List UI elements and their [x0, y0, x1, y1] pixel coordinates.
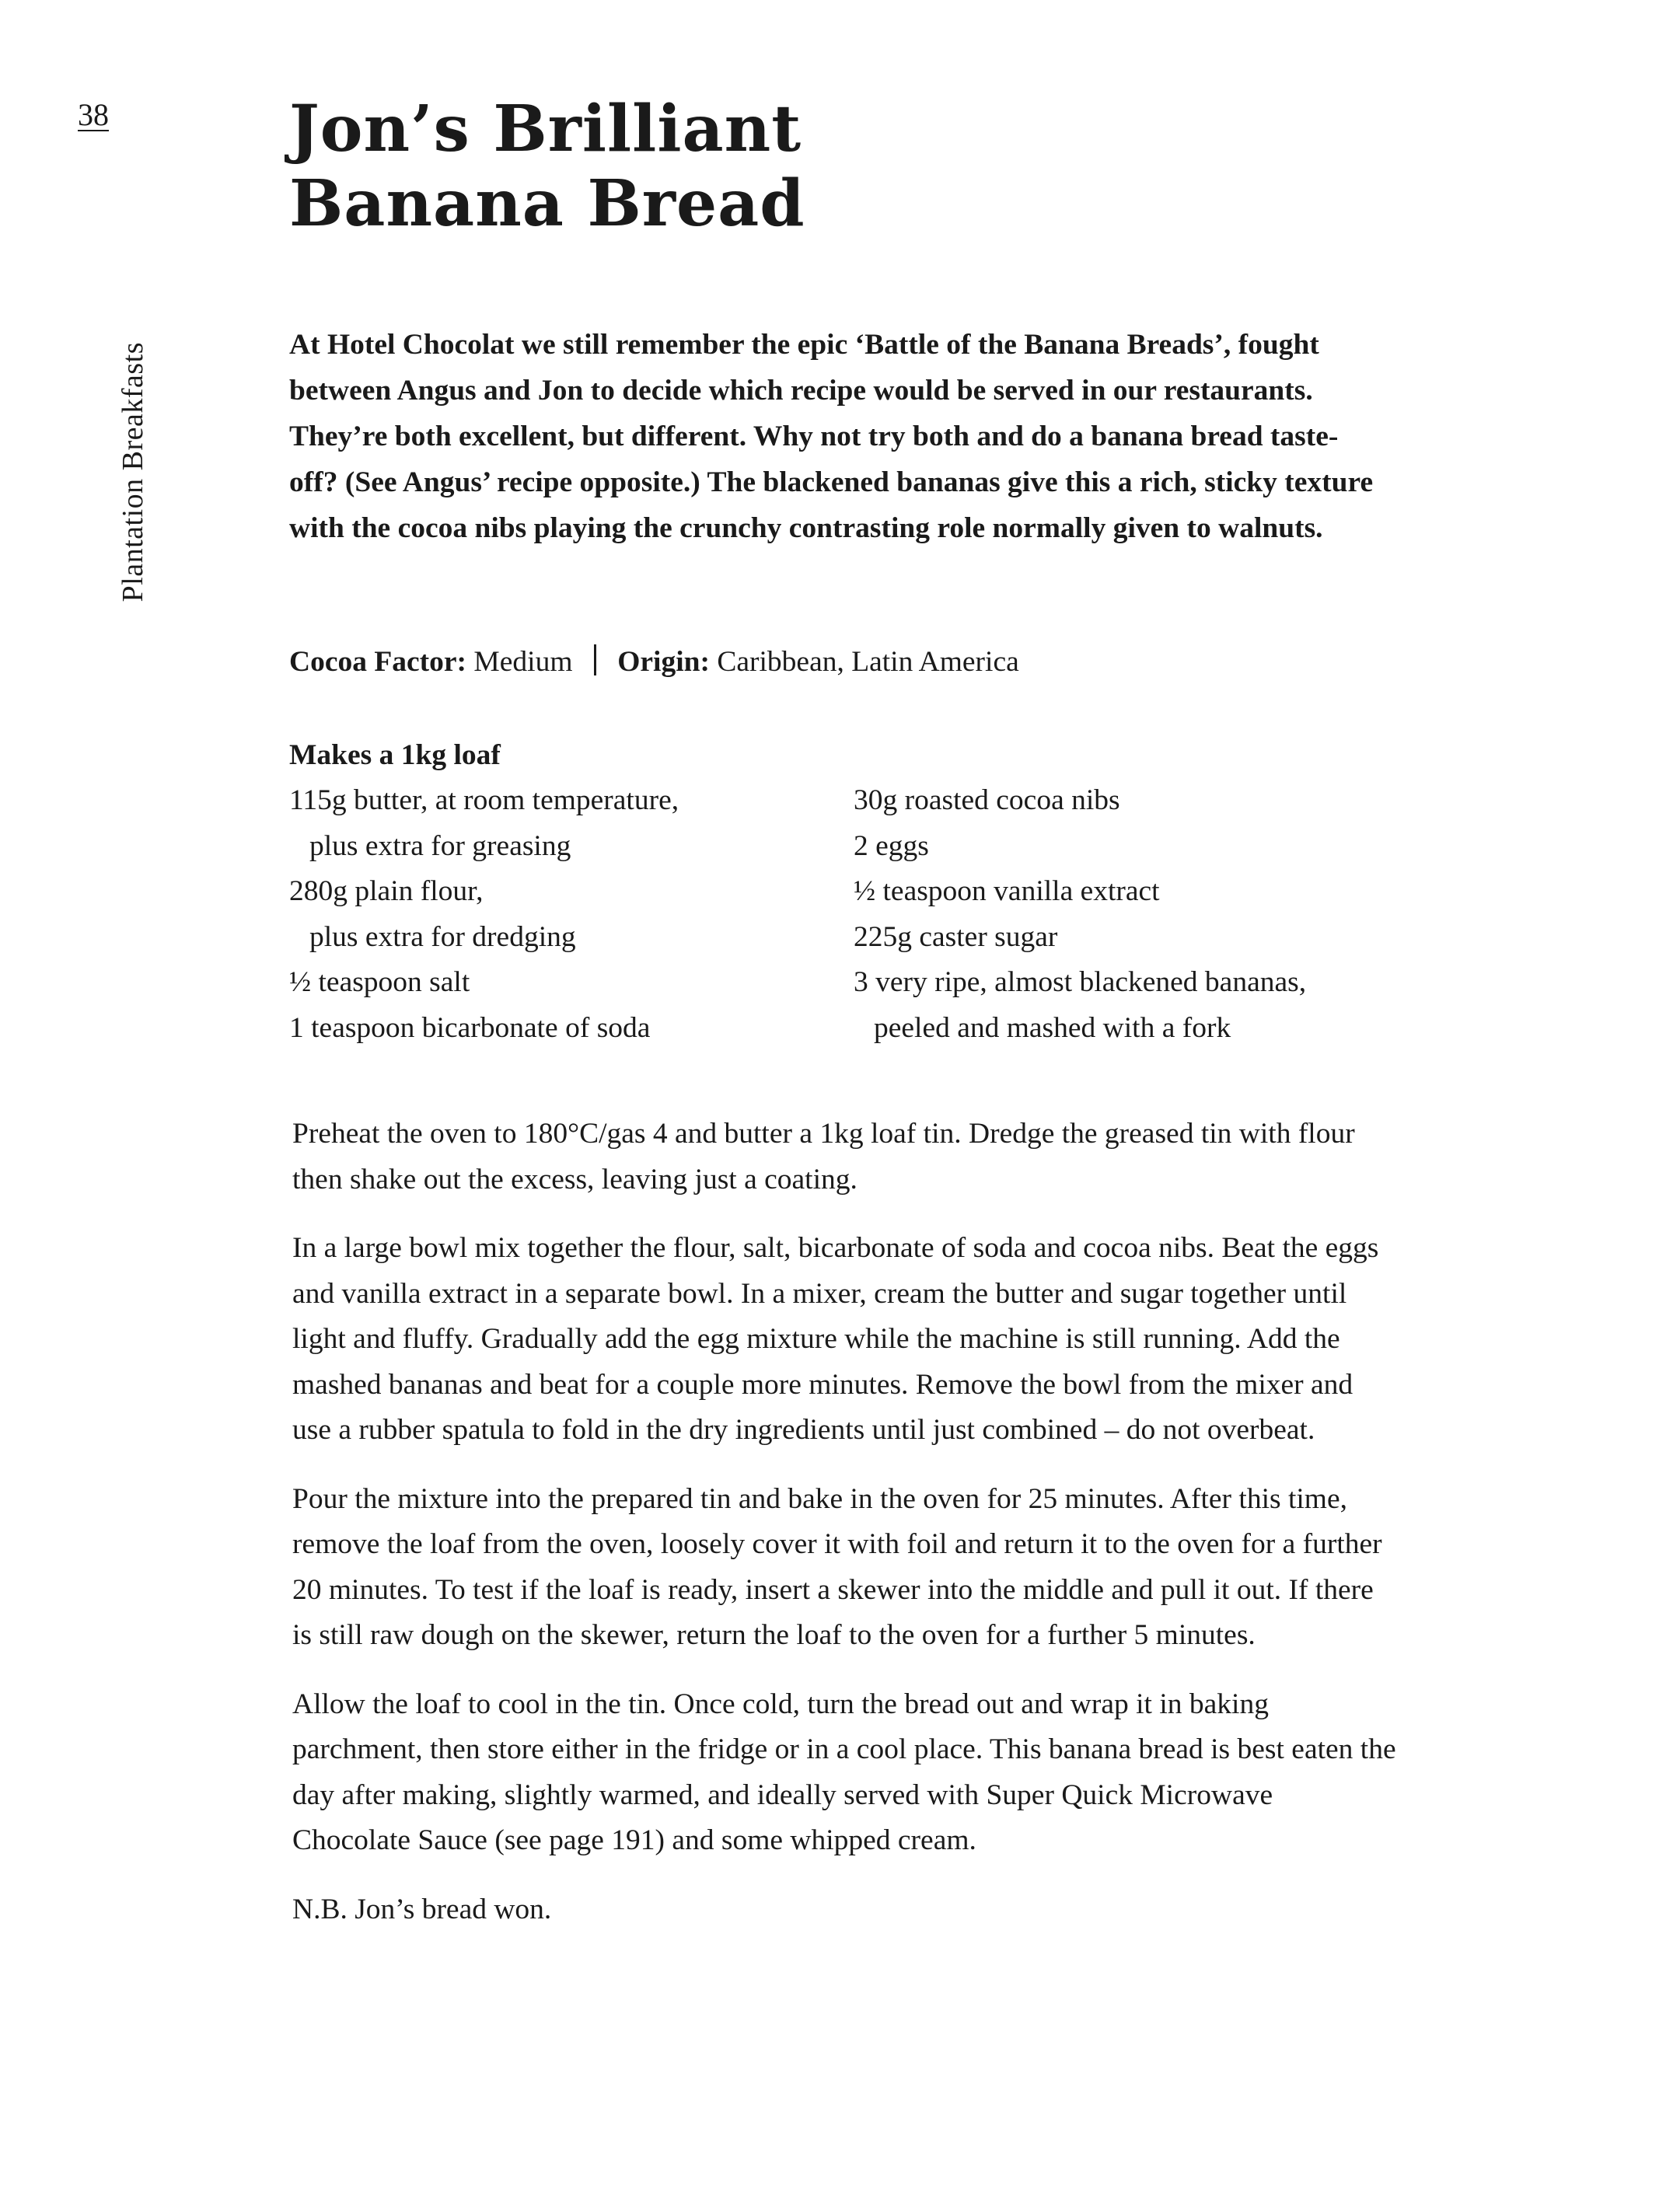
method-paragraph: Allow the loaf to cool in the tin. Once cold, turn the bread out and wrap it in baking parchment, then store either in the fridge or in a cool place. This banana bread is best eaten the day after making, slightly warmed, and ideally served with Super Quick Microwave Chocolate Sauce (see page 191) and some whipped cream.: [292, 1688, 1396, 1856]
ingredient-item: 30g roasted cocoa nibs: [854, 784, 1120, 816]
ingredient-item: 2 eggs: [854, 829, 929, 862]
cocoa-factor-line: [289, 639, 1019, 685]
yield-heading: Makes a 1kg loaf: [289, 739, 501, 771]
ingredient-item: 1 teaspoon bicarbonate of soda: [289, 1011, 651, 1044]
method-paragraph: Pour the mixture into the prepared tin and bake in the oven for 25 minutes. After this time, remove the loaf from the oven, loosely cover it with foil and return it to the oven for a further 20 minutes. To test if the loaf is ready, insert a skewer into the middle and pull it out. If there is still raw dough on the skewer, return the loaf to the oven for a further 5 minutes.: [292, 1482, 1382, 1651]
origin-value: Caribbean, Latin America: [717, 646, 1019, 678]
cocoa-factor-value: Medium: [473, 646, 573, 678]
ingredient-item: plus extra for dredging: [309, 920, 576, 953]
ingredient-item: peeled and mashed with a fork: [874, 1011, 1231, 1044]
method-paragraph: Preheat the oven to 180°C/gas 4 and butter a 1kg loaf tin. Dredge the greased tin with flour then shake out the excess, leaving just a coating.: [292, 1118, 1355, 1195]
nb-note: N.B. Jon’s bread won.: [292, 1893, 552, 1925]
ingredients-right-column: [854, 778, 1398, 1051]
ingredient-item: 115g butter, at room temperature,: [289, 784, 679, 816]
recipe-intro: At Hotel Chocolat we still remember the epic ‘Battle of the Banana Breads’, fought between Angus and Jon to decide which recipe would be served in our restaurants. They’re both excellent, but different. Why not try both and do a banana bread taste-off? (See Angus’ recipe opposite.) The blackened bananas give this a rich, sticky texture with the cocoa nibs playing the crunchy contrasting role normally given to walnuts.: [289, 329, 1374, 544]
origin-label: Origin:: [617, 646, 710, 678]
recipe-title-line-1: Jon’s Brilliant: [289, 92, 802, 166]
method-section: [292, 1112, 1396, 1956]
recipe-title-line-2: Banana Bread: [289, 166, 805, 241]
page-number: 38: [78, 97, 109, 132]
recipe-title: [289, 92, 805, 241]
method-paragraph: In a large bowl mix together the flour, salt, bicarbonate of soda and cocoa nibs. Beat the eggs and vanilla extract in a separate bowl. In a mixer, cream the butter and sugar together until light and fluffy. Gradually add the egg mixture while the machine is still running. Add the mashed bananas and beat for a couple more minutes. Remove the bowl from the mixer and use a rubber spatula to fold in the dry ingredients until just combined – do not overbeat.: [292, 1232, 1379, 1446]
ingredient-item: 225g caster sugar: [854, 920, 1058, 953]
ingredients-left-column: [289, 778, 818, 1051]
divider: [594, 644, 596, 675]
section-label: Plantation Breakfasts: [117, 342, 149, 602]
ingredient-item: ½ teaspoon salt: [289, 966, 470, 998]
ingredient-item: ½ teaspoon vanilla extract: [854, 875, 1160, 907]
ingredient-item: plus extra for greasing: [309, 829, 571, 862]
ingredient-item: 3 very ripe, almost blackened bananas,: [854, 966, 1307, 998]
cocoa-factor-label: Cocoa Factor:: [289, 646, 467, 678]
ingredient-item: 280g plain flour,: [289, 875, 484, 907]
